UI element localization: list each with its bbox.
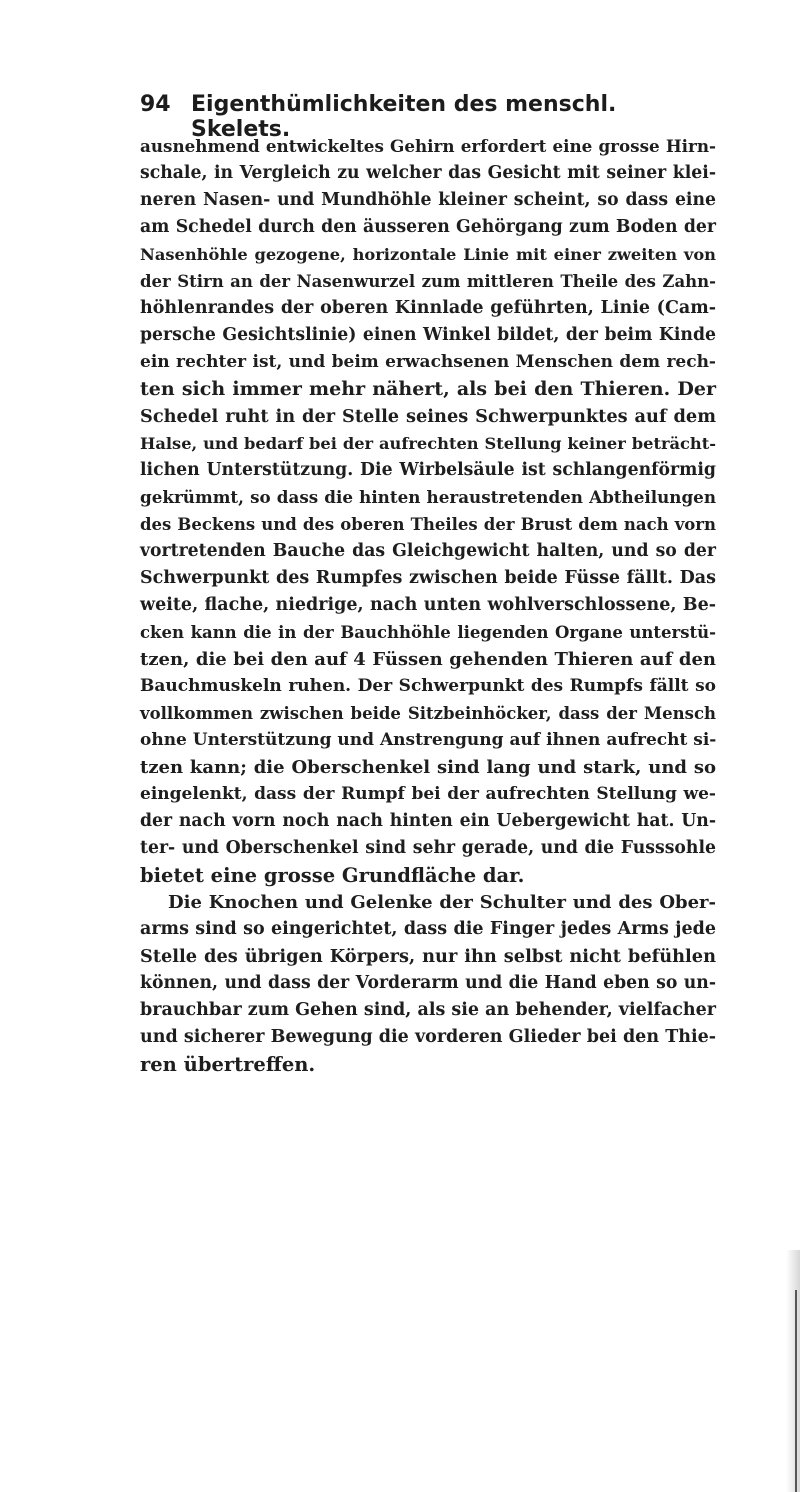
text-line: ren übertreffen.	[140, 1053, 316, 1076]
text-line: der Stirn an der Nasenwurzel zum mittleren Theile des Zahn-	[140, 272, 716, 291]
text-line: gekrümmt, so dass die hinten heraustretenden Abtheilungen	[140, 487, 716, 507]
text-line: am Schedel durch den äusseren Gehörgang zum Boden der	[140, 217, 716, 237]
text-line: höhlenrandes der oberen Kinnlade geführten, Linie (Cam-	[140, 298, 716, 318]
text-line: persche Gesichtslinie) einen Winkel bildet, der beim Kinde	[140, 325, 716, 345]
page-edge-line	[795, 1290, 797, 1492]
running-title: Eigenthümlichkeiten des menschl. Skelets.	[191, 92, 617, 142]
text-line: cken kann die in der Bauchhöhle liegenden Organe unterstü-	[140, 623, 716, 642]
text-line: ein rechter ist, und beim erwachsenen Menschen dem rech-	[140, 352, 716, 372]
text-line: Nasenhöhle gezogene, horizontale Linie mit einer zweiten von	[140, 245, 716, 264]
text-line: lichen Unterstützung. Die Wirbelsäule ist schlangenförmig	[140, 460, 716, 480]
text-line: des Beckens und des oberen Theiles der Brust dem nach vorn	[140, 515, 716, 534]
text-line: und sicherer Bewegung die vorderen Glieder bei den Thie-	[140, 1027, 716, 1047]
text-line: neren Nasen- und Mundhöhle kleiner scheint, so dass eine	[140, 190, 716, 210]
text-line: ten sich immer mehr nähert, als bei den Thieren. Der	[140, 378, 716, 400]
text-line: tzen kann; die Oberschenkel sind lang und stark, und so	[140, 757, 716, 778]
paragraph-start-line: Die Knochen und Gelenke der Schulter und des Ober-	[168, 892, 716, 913]
text-line: schale, in Vergleich zu welcher das Gesicht mit seiner klei-	[140, 163, 716, 183]
page-header	[140, 92, 700, 142]
text-line: vollkommen zwischen beide Sitzbeinhöcker, dass der Mensch	[140, 704, 716, 723]
text-line: Schedel ruht in der Stelle seines Schwerpunktes auf dem	[140, 406, 716, 427]
text-line: bietet eine grosse Grundfläche dar.	[140, 864, 525, 887]
text-line: vortretenden Bauche das Gleichgewicht halten, und so der	[140, 541, 716, 561]
text-line: ohne Unterstützung und Anstrengung auf ihnen aufrecht si-	[140, 730, 717, 750]
text-line: eingelenkt, dass der Rumpf bei der aufrechten Stellung we-	[140, 784, 716, 804]
text-line: tzen, die bei den auf 4 Füssen gehenden Thieren auf den	[140, 649, 716, 670]
text-line: Schwerpunkt des Rumpfes zwischen beide Füsse fällt. Das	[140, 568, 716, 588]
text-line: weite, flache, niedrige, nach unten wohlverschlossene, Be-	[140, 595, 716, 615]
text-line: ausnehmend entwickeltes Gehirn erfordert eine grosse Hirn-	[140, 136, 716, 156]
text-line: Stelle des übrigen Körpers, nur ihn selbst nicht befühlen	[140, 946, 716, 967]
text-line: Halse, und bedarf bei der aufrechten Stellung keiner beträcht-	[140, 434, 716, 453]
page-edge-shadow	[786, 1250, 800, 1492]
page-number: 94	[140, 92, 171, 117]
text-line: brauchbar zum Gehen sind, als sie an behender, vielfacher	[140, 1000, 716, 1020]
text-line: ter- und Oberschenkel sind sehr gerade, und die Fusssohle	[140, 838, 716, 858]
text-line: können, und dass der Vorderarm und die Hand eben so un-	[140, 973, 716, 993]
body-text	[140, 133, 716, 1078]
text-line: der nach vorn noch nach hinten ein Uebergewicht hat. Un-	[140, 811, 716, 831]
text-line: Bauchmuskeln ruhen. Der Schwerpunkt des Rumpfs fällt so	[140, 676, 716, 696]
text-line: arms sind so eingerichtet, dass die Finger jedes Arms jede	[140, 919, 716, 939]
